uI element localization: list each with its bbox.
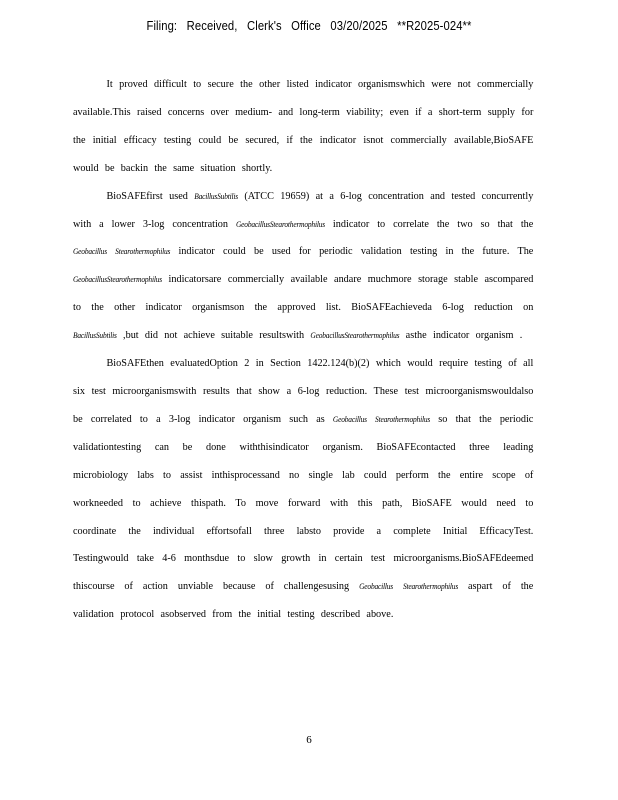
scientific-name: Stearothermophilus: [115, 247, 171, 257]
scientific-name: Geobacillus: [359, 582, 394, 592]
scientific-name: GeobacillusStearothermophilus: [310, 331, 400, 341]
scientific-name: Geobacillus: [73, 247, 107, 257]
paragraph-text: indicator could be used for periodic validation testing in the future. The: [170, 245, 534, 258]
paragraph-text: [367, 413, 375, 425]
scientific-name: BacillusSubtilis: [194, 191, 238, 201]
paragraph-text: indicatorsare commercially available andare muchmore storage stable ascompared to the other indicator organismson the approved list. BioSAFEachieveda 6-log reduction on: [73, 273, 534, 314]
paragraph-text: ,but did not achieve suitable resultswith: [116, 329, 311, 342]
scientific-name: BacillusSubtilis: [73, 331, 117, 341]
scientific-name: GeobacillusStearothermophilus: [235, 219, 325, 229]
paragraph-text: asthe indicator organism .: [399, 329, 523, 342]
paragraph-text: BioSAFEthen evaluatedOption 2 in Section 1422.124(b)(2) which would require testing of all six test microorganismswith results that show a 6-log reduction. These test microorganismswouldalso be correlated to a 3-log indicator organism such as: [73, 357, 534, 425]
paragraph-text: so that the periodic validationtesting can be done withthisindicator organism. BioSAFEcontacted three leading microbiology labs to assist inthisprocessand no single lab could perform the entire scope of workneeded to achieve thispath. To move forward with this path, BioSAFE would need to coordinate the individual effortsofall three labsto provide a complete Initial EfficacyTest. Testingwould take 4-6 monthsdue to slow growth in certain test microorganisms.BioSAFEdeemed thiscourse of action unviable because of challengesusing: [73, 412, 534, 593]
document-body: [73, 71, 533, 629]
body-paragraph: [73, 350, 533, 629]
scientific-name: Stearothermophilus: [402, 582, 459, 592]
paragraph-text: aspart of the validation protocol asobserved from the initial testing described above.: [73, 580, 534, 621]
paragraph-text: It proved difficult to secure the other listed indicator organismswhich were not commercially available.This raised concerns over medium- and long-term viability; even if a short-term supply for the initial efficacy testing could be secured, if the indicator isnot commercially available,BioSAFE would be backin the same situation shortly.: [73, 78, 534, 174]
filing-header: Filing: Received, Clerk's Office 03/20/2025 **R2025-024**: [146, 19, 472, 33]
body-paragraph: [73, 183, 533, 350]
body-paragraph: [73, 71, 533, 183]
paragraph-text: BioSAFEfirst used: [106, 189, 195, 202]
paragraph-text: (ATCC 19659) at a 6-log concentration and tested concurrently with a lower 3-log concentration: [73, 189, 534, 230]
scientific-name: Stearothermophilus: [375, 414, 431, 424]
paragraph-text: [393, 580, 403, 592]
scientific-name: GeobacillusStearothermophilus: [73, 275, 162, 285]
paragraph-text: indicator to correlate the two so that the: [324, 217, 534, 230]
page-number: 6: [306, 734, 312, 746]
scientific-name: Geobacillus: [332, 414, 367, 424]
